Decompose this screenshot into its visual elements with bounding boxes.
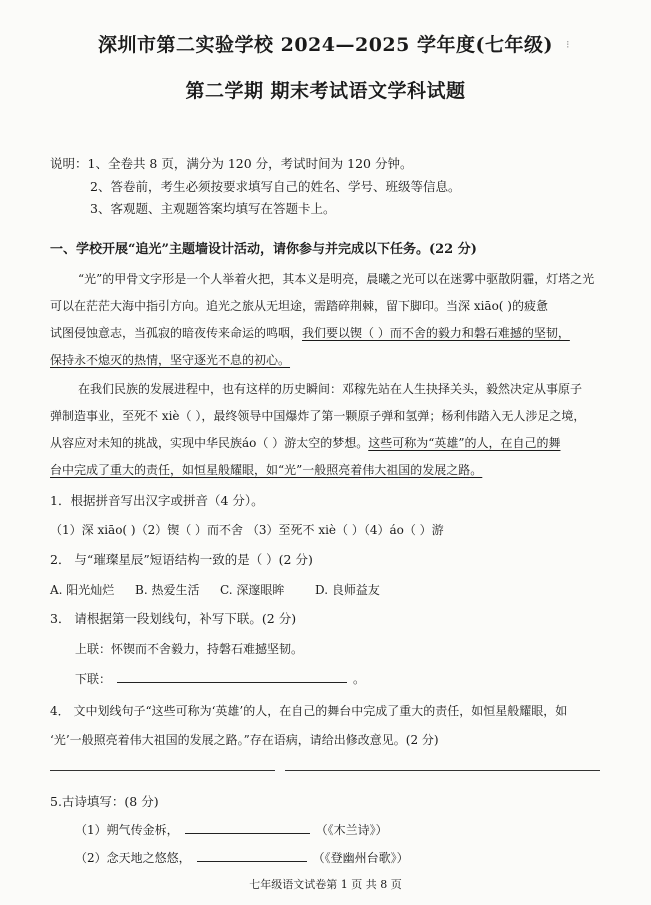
question-2: 2． 与“璀璨星辰”短语结构一致的是（ ）(2 分) bbox=[50, 552, 313, 567]
option-d: D. 良师益友 bbox=[315, 583, 380, 597]
poem-1-source: （《木兰诗》） bbox=[315, 823, 388, 837]
passage-1-line-2: 可以在茫茫大海中指引方向。追光之旅从无坦途，需踏碎荆棘，留下脚印。当深 xiāo( )的疲惫 bbox=[50, 299, 548, 313]
poem-1-answer-blank[interactable] bbox=[185, 821, 310, 834]
poem-2-prompt: （2）念天地之悠悠， bbox=[75, 851, 191, 865]
lower-couplet-answer-blank[interactable] bbox=[117, 670, 347, 683]
passage-1-line-3 bbox=[50, 324, 610, 342]
answer-line-left[interactable] bbox=[50, 770, 275, 771]
underlined-sentence-2a: 这些可称为“英雄”的人，在自己的舞 bbox=[368, 436, 561, 450]
exam-title-line1: 深圳市第二实验学校 2024—2025 学年度(七年级) bbox=[98, 34, 553, 56]
passage-2-line-1: 在我们民族的发展进程中，也有这样的历史瞬间：邓稼先站在人生抉择关头，毅然决定从事原子 bbox=[78, 382, 583, 396]
page-footer: 七年级语文试卷第 1 页 共 8 页 bbox=[249, 878, 402, 891]
passage-2-line-3-plain: 从容应对未知的挑战，实现中华民族áo（ ）游太空的梦想。 bbox=[50, 436, 369, 450]
passage-1-line-3-plain: 试图侵蚀意志，当孤寂的暗夜传来命运的鸣咽， bbox=[50, 326, 303, 340]
instruction-line-2: 2、答卷前，考生必须按要求填写自己的姓名、学号、班级等信息。 bbox=[90, 179, 461, 194]
question-4-line-2: ‘光’一般照亮着伟大祖国的发展之路。”存在语病，请给出修改意见。(2 分) bbox=[50, 733, 439, 747]
option-b: B. 热爱生活 bbox=[135, 583, 200, 597]
question-3: 3． 请根据第一段划线句，补写下联。(2 分) bbox=[50, 611, 297, 626]
underlined-sentence-1a: 我们要以锲（ ）而不舍的毅力和磐石难撼的坚韧， bbox=[302, 326, 570, 340]
passage-2-line-3 bbox=[50, 434, 610, 452]
question-2-options bbox=[50, 581, 610, 599]
passage-2-line-2: 弹制造事业，至死不 xiè（ ），最终领导中国爆炸了第一颗原子弹和氢弹；杨利伟踏入无人涉足之境， bbox=[50, 409, 586, 423]
poem-2-answer-blank[interactable] bbox=[197, 849, 307, 862]
question-1: 1．根据拼音写出汉字或拼音（4 分）。 bbox=[50, 493, 264, 508]
underlined-sentence-2b: 台中完成了重大的责任，如恒星般耀眼，如“光”一般照亮着伟大祖国的发展之路。 bbox=[50, 463, 483, 477]
question-1-items: （1）深 xiāo( )（2）锲（ ）而不舍 （3）至死不 xiè（ ）（4）áo（ ）游 bbox=[50, 523, 444, 537]
question-5: 5.古诗填写：(8 分) bbox=[50, 794, 159, 809]
poem-2-source: （《登幽州台歌》） bbox=[312, 851, 409, 865]
answer-line-right[interactable] bbox=[285, 770, 600, 771]
margin-mark: ⁝ bbox=[566, 38, 570, 51]
poem-1-prompt: （1）朔气传金柝， bbox=[75, 823, 179, 837]
option-a: A. 阳光灿烂 bbox=[50, 583, 115, 597]
instruction-line-1: 说明：1、全卷共 8 页，满分为 120 分，考试时间为 120 分钟。 bbox=[50, 156, 413, 171]
question-4-line-1: 4． 文中划线句子“这些可称为‘英雄’的人，在自己的舞台中完成了重大的责任，如恒星般耀眼，如 bbox=[50, 704, 568, 718]
underlined-sentence-1b: 保持永不熄灭的热情，坚守逐光不息的初心。 bbox=[50, 353, 291, 367]
question-5-item-1 bbox=[75, 821, 635, 839]
instruction-line-3: 3、客观题、主观题答案均填写在答题卡上。 bbox=[90, 201, 336, 216]
question-3-lower-couplet: 下联： 。 bbox=[75, 672, 366, 686]
passage-1-line-1: “光”的甲骨文字形是一个人举着火把，其本义是明亮，晨曦之光可以在迷雾中驱散阴霾，灯塔之光 bbox=[78, 272, 595, 286]
option-c: C. 深邃眼眸 bbox=[220, 583, 285, 597]
exam-title-line2: 第二学期 期末考试语文学科试题 bbox=[185, 80, 466, 102]
section-1-heading: 一、学校开展“追光”主题墙设计活动，请你参与并完成以下任务。(22 分) bbox=[50, 242, 477, 257]
question-5-item-2 bbox=[75, 849, 635, 867]
question-3-upper-couplet: 上联：怀锲而不舍毅力，持磐石难撼坚韧。 bbox=[75, 642, 304, 656]
lower-couplet-label: 下联： bbox=[75, 672, 112, 686]
